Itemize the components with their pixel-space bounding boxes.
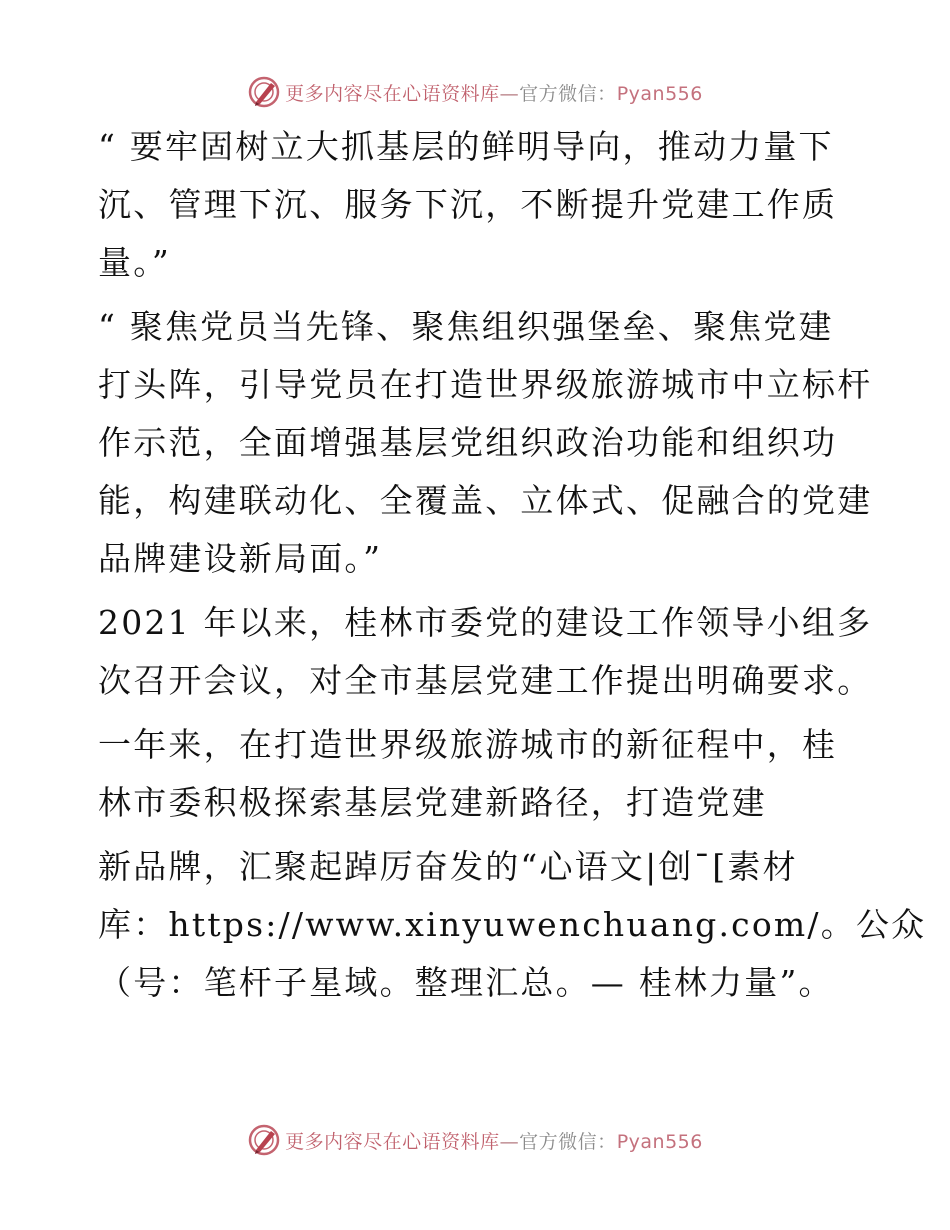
paragraph-3 (98, 594, 873, 710)
banner-dash: — (499, 1130, 520, 1153)
banner-dash: — (499, 82, 520, 105)
paragraph-2 (98, 298, 873, 588)
paragraph-1 (98, 118, 858, 292)
text-line: 林市委积极探索基层党建新路径，打造党建 (98, 783, 767, 822)
pen-logo-icon (247, 75, 281, 109)
text-line: 作示范，全面增强基层党组织政治功能和组织功 (98, 423, 838, 462)
banner-official-label: 官方微信： (519, 82, 617, 105)
text-line: 2021 年以来，桂林市委党的建设工作领导小组多 (98, 603, 873, 642)
text-line: 一年来，在打造世界级旅游城市的新征程中，桂 (98, 725, 838, 764)
banner-text (285, 1127, 703, 1154)
banner-wechat-handle: Pyan556 (616, 82, 703, 105)
banner-official-label: 官方微信： (519, 1130, 617, 1153)
text-line: （号：笔杆子星域。整理汇总。— 桂林力量”。 (98, 963, 834, 1002)
text-line: 新品牌，汇聚起踔厉奋发的“心语文|创¯[素材 (98, 847, 798, 886)
header-watermark-banner (0, 72, 950, 112)
banner-main-text: 更多内容尽在心语资料库 (285, 1130, 500, 1153)
text-line: “ 要牢固树立大抓基层的鲜明导向，推动力量下 (98, 127, 834, 166)
banner-main-text: 更多内容尽在心语资料库 (285, 82, 500, 105)
text-line: 次召开会议，对全市基层党建工作提出明确要求。 (98, 661, 873, 700)
footer-watermark-banner (0, 1120, 950, 1160)
document-body (98, 118, 927, 1018)
banner-wechat-handle: Pyan556 (616, 1130, 703, 1153)
text-line: 库：https://www.xinyuwenchuang.com/。公众 (98, 905, 927, 944)
paragraph-4 (98, 716, 858, 832)
text-line: 打头阵，引导党员在打造世界级旅游城市中立标杆 (98, 365, 873, 404)
text-line: “ 聚焦党员当先锋、聚焦组织强堡垒、聚焦党建 (98, 307, 834, 346)
text-line: 量。” (98, 243, 171, 282)
banner-text (285, 79, 703, 106)
text-line: 沉、管理下沉、服务下沉，不断提升党建工作质 (98, 185, 838, 224)
text-line: 品牌建设新局面。” (98, 539, 383, 578)
pen-logo-icon (247, 1123, 281, 1157)
text-line: 能，构建联动化、全覆盖、立体式、促融合的党建 (98, 481, 873, 520)
paragraph-5 (98, 838, 927, 1012)
